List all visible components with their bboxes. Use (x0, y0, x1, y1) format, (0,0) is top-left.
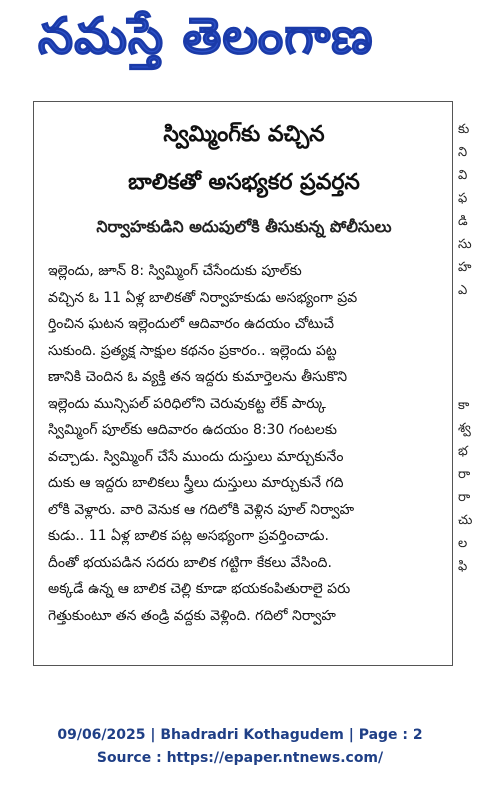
adjacent-column-text (458, 371, 480, 394)
adjacent-column-text: ల (458, 536, 468, 551)
subheadline: నిర్వాహకుడిని అదుపులోకి తీసుకున్న పోలీసులు (96, 217, 392, 236)
adjacent-column-text: వి (458, 168, 468, 183)
article-line: ర్తించిన ఘటన ఇల్లెందులో ఆదివారం ఉదయం చోటుచే (48, 316, 335, 332)
adjacent-column-text: ఎ (458, 283, 468, 298)
adjacent-column-text: ఫ (458, 191, 468, 206)
article-clipping (33, 101, 453, 666)
adjacent-column-text: శ్వ (458, 421, 471, 436)
adjacent-column-text (458, 325, 480, 348)
adjacent-column-text: రా (458, 490, 471, 505)
headline-line-1: స్విమ్మింగ్‌కు వచ్చిన (163, 122, 325, 147)
adjacent-column-text (458, 302, 480, 325)
article-line: గెత్తుకుంటూ తన తండ్రి వద్దకు వెళ్లింది. గదిలో నిర్వాహ (48, 607, 336, 624)
article-line: ఇల్లెందు మున్సిపల్ పరిధిలోని చెరువుకట్ట లేక్ పార్కు (48, 395, 326, 412)
adjacent-column-text: కు (458, 122, 470, 137)
adjacent-column-text: చు (458, 513, 473, 528)
adjacent-column-text (458, 348, 480, 371)
article-line: లోకి వెళ్లారు. వారి వెనుక ఆ గదిలోకి వెళ్లిన పూల్ నిర్వాహ (48, 501, 355, 518)
adjacent-column-text: డి (458, 214, 468, 229)
article-line: ణానికి చెందిన ఓ వ్యక్తి తన ఇద్దరు కుమార్తెలను తీసుకొని (48, 369, 348, 385)
adjacent-column-fragment (458, 118, 480, 658)
article-line: కుడు.. 11 ఏళ్ల బాలిక పట్ల అసభ్యంగా ప్రవర్తించాడు. (48, 528, 329, 544)
article-line: స్విమ్మింగ్ పూల్‌కు ఆదివారం ఉదయం 8:30 గంటలకు (48, 422, 337, 438)
headline-line-2: బాలికతో అసభ్యకర ప్రవర్తన (128, 170, 360, 195)
adjacent-column-text: భ (458, 444, 468, 459)
adjacent-column-text: సు (458, 237, 472, 252)
adjacent-column-text: హ (458, 260, 472, 275)
adjacent-column-text: కా (458, 398, 470, 413)
masthead (0, 0, 480, 78)
article-line: ఇల్లెందు, జూన్ 8: స్విమ్మింగ్ చేసేందుకు పూల్‌కు (48, 263, 302, 279)
article-line: సుకుంది. ప్రత్యక్ష సాక్షుల కథనం ప్రకారం.. ఇల్లెందు పట్ట (48, 342, 337, 359)
footer-source: Source : https://epaper.ntnews.com/ (96, 750, 384, 766)
adjacent-column-text: ఫి (458, 559, 468, 574)
adjacent-column-text: రా (458, 467, 471, 482)
masthead-title: నమస్తే తెలంగాణ (38, 7, 374, 65)
article-line: దుకు ఆ ఇద్దరు బాలికలు స్త్రీలు దుస్తులు మార్చుకునే గది (48, 475, 344, 491)
adjacent-column-text: ని (458, 145, 468, 160)
article-line: వచ్చిన ఓ 11 ఏళ్ల బాలికతో నిర్వాహకుడు అసభ్యంగా ప్రవ (48, 289, 358, 306)
footer-date-edition: 09/06/2025 | Bhadradri Kothagudem | Page : 2 (57, 727, 423, 743)
article-body (48, 258, 440, 629)
article-line: దీంతో భయపడిన సదరు బాలిక గట్టిగా కేకలు వేసింది. (48, 554, 332, 571)
article-line: వచ్చాడు. స్విమ్మింగ్ చేసే ముందు దుస్తులు మార్చుకునేం (48, 448, 344, 465)
article-line: అక్కడే ఉన్న ఆ బాలిక చెల్లి కూడా భయకంపితురాలై పరు (48, 581, 351, 597)
